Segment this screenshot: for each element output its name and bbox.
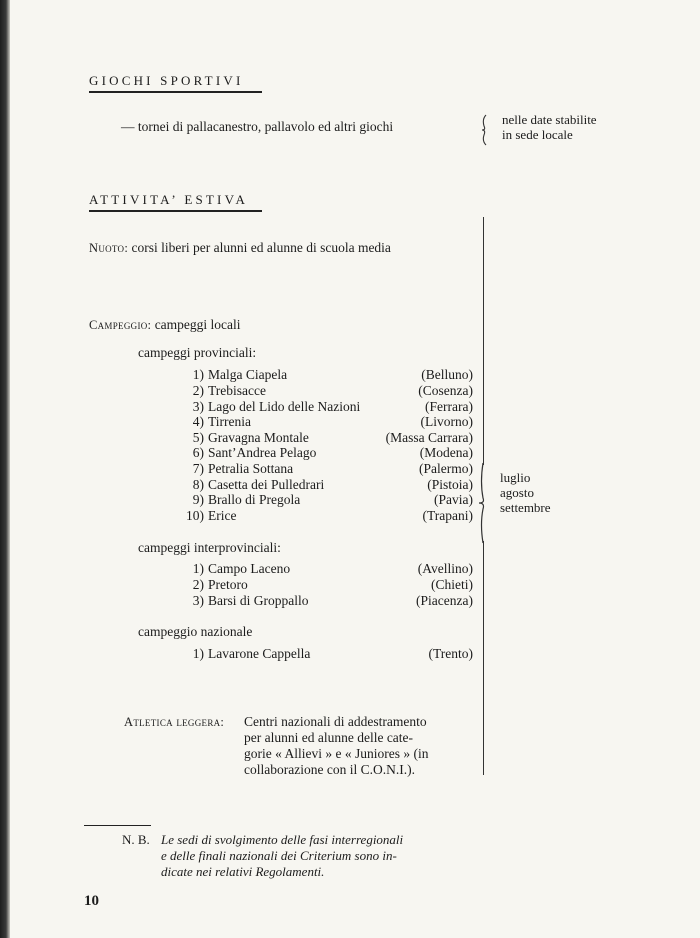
section-title-underline xyxy=(89,210,262,212)
section-title-giochi-sportivi: GIOCHI SPORTIVI xyxy=(89,73,244,88)
list-item: 1) Malga Ciapela (Belluno) xyxy=(192,367,473,382)
interprovinciali-title: campeggi interprovinciali: xyxy=(138,540,281,555)
footnote-line: dicate nei relativi Regolamenti. xyxy=(161,864,325,879)
page-edge-shadow xyxy=(0,0,10,938)
bracket-line-lower xyxy=(483,541,484,775)
campeggio-entry xyxy=(89,317,241,333)
list-item: 1) Campo Laceno (Avellino) xyxy=(192,561,473,576)
list-item: 2) Pretoro (Chieti) xyxy=(192,577,473,592)
period-month: luglio xyxy=(500,470,531,485)
side-note-line: in sede locale xyxy=(502,127,573,142)
list-item: 4) Tirrenia (Livorno) xyxy=(192,414,473,429)
list-item: 5) Gravagna Montale (Massa Carrara) xyxy=(192,430,473,445)
atletica-text-line: collaborazione con il C.O.N.I.). xyxy=(244,762,415,777)
footnote-rule xyxy=(84,825,151,826)
bracket-line-upper xyxy=(483,217,484,465)
footnote-line: Le sedi di svolgimento delle fasi interregionali xyxy=(161,832,404,847)
side-note-line: nelle date stabilite xyxy=(502,112,597,127)
atletica-text-line: gorie « Allievi » e « Juniores » (in xyxy=(244,746,429,761)
list-item: 1) Lavarone Cappella (Trento) xyxy=(192,646,473,661)
atletica-label: Atletica leggera: xyxy=(124,715,225,729)
period-month: agosto xyxy=(500,485,534,500)
section-title-underline xyxy=(89,91,262,93)
campeggio-label: Campeggio: xyxy=(89,318,152,332)
period-month: settembre xyxy=(500,500,551,515)
list-item: 9) Brallo di Pregola (Pavia) xyxy=(192,492,473,507)
nuoto-entry xyxy=(89,240,391,256)
campeggio-text: campeggi locali xyxy=(154,317,241,332)
nuoto-text: corsi liberi per alunni ed alunne di scuola media xyxy=(131,240,391,255)
atletica-text-line: per alunni ed alunne delle cate- xyxy=(244,730,414,745)
list-item: 2) Trebisacce (Cosenza) xyxy=(192,383,473,398)
footnote-line: e delle finali nazionali dei Criterium sono in- xyxy=(161,848,397,863)
list-item: 6) Sant’Andrea Pelago (Modena) xyxy=(192,445,473,460)
page-number: 10 xyxy=(84,893,99,909)
nuoto-label: Nuoto: xyxy=(89,241,129,255)
list-item: 7) Petralia Sottana (Palermo) xyxy=(192,461,473,476)
brace-large xyxy=(477,462,489,544)
list-item: 3) Lago del Lido delle Nazioni (Ferrara) xyxy=(192,399,473,414)
list-item: 10) Erice (Trapani) xyxy=(186,508,473,523)
giochi-item-tornei: — tornei di pallacanestro, pallavolo ed altri giochi xyxy=(121,119,394,134)
list-item: 3) Barsi di Groppallo (Piacenza) xyxy=(192,593,473,608)
atletica-text-line: Centri nazionali di addestramento xyxy=(244,714,427,729)
section-title-attivita-estiva: ATTIVITA’ ESTIVA xyxy=(89,192,249,207)
provinciali-title: campeggi provinciali: xyxy=(138,345,257,360)
nazionale-title: campeggio nazionale xyxy=(138,624,253,639)
footnote-label: N. B. xyxy=(122,832,150,847)
list-item: 8) Casetta dei Pulledrari (Pistoia) xyxy=(192,477,473,492)
brace-small xyxy=(480,114,490,146)
